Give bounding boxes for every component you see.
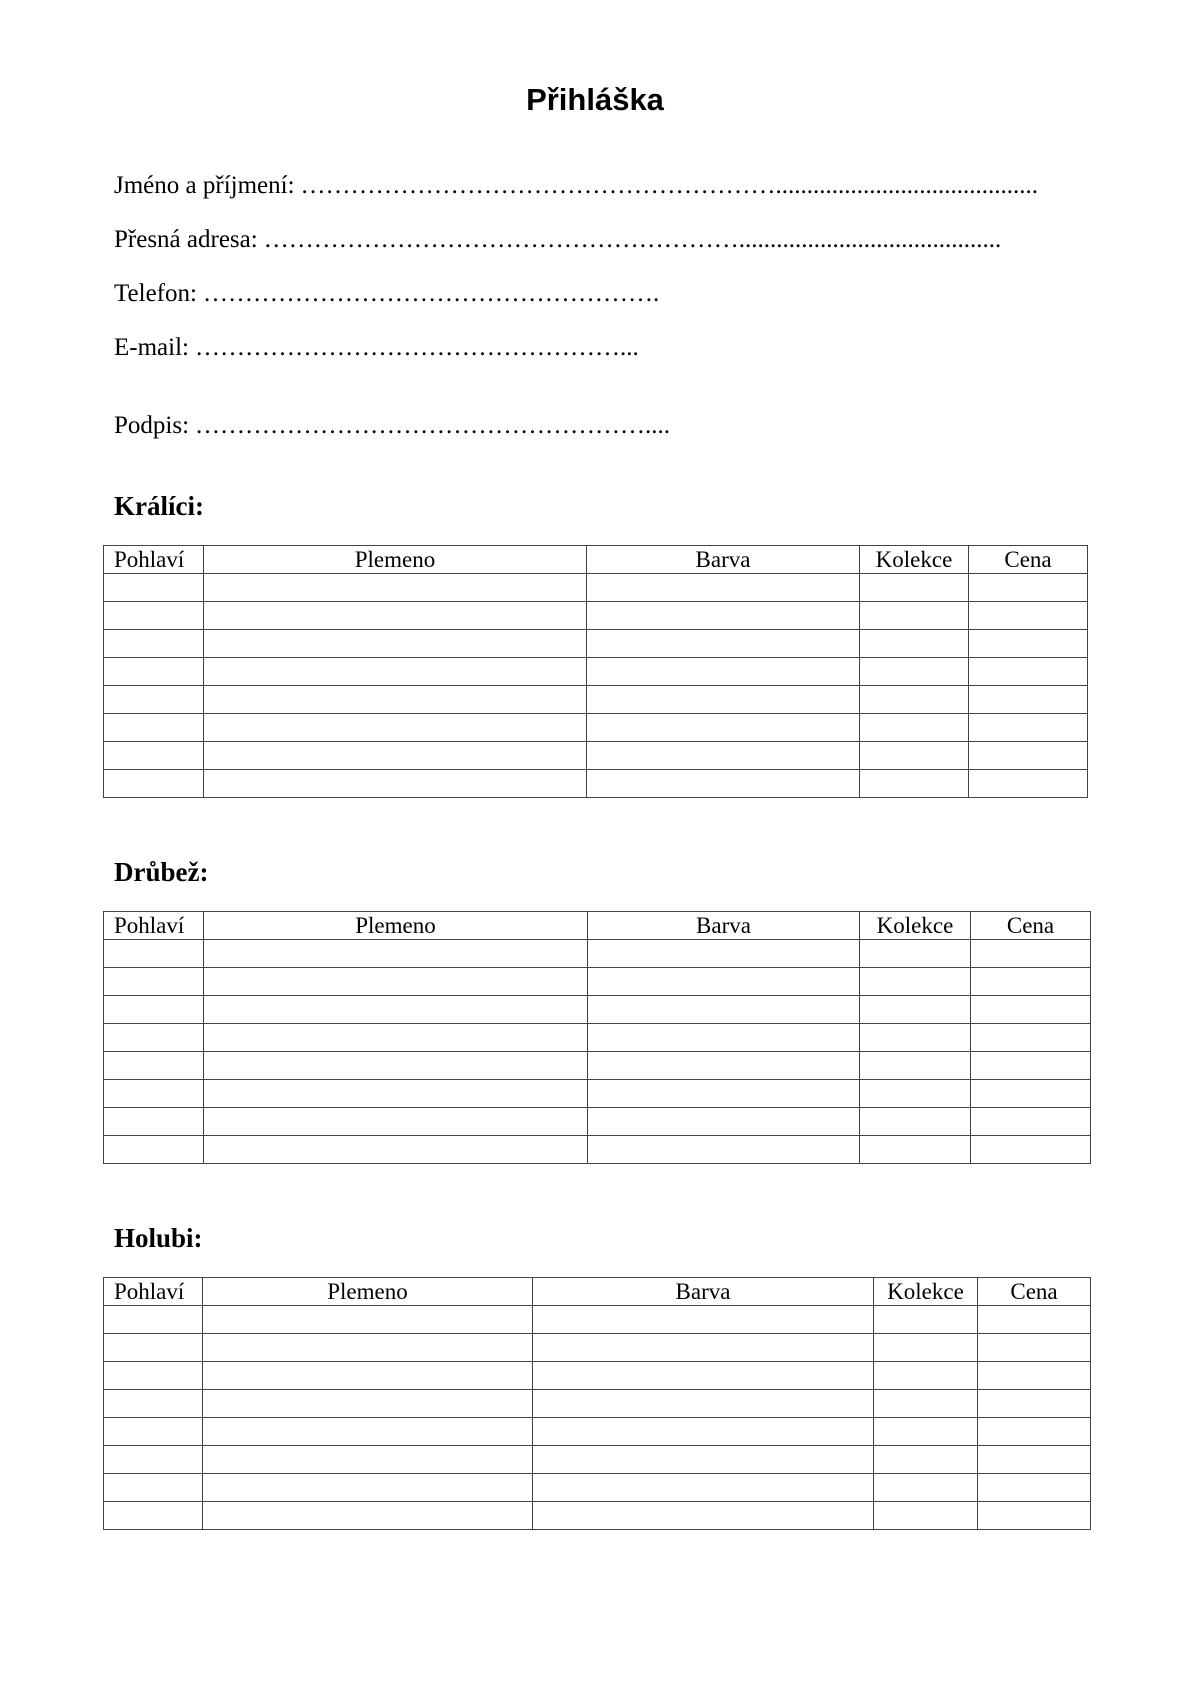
- column-header-price: Cena: [969, 546, 1088, 574]
- price-cell[interactable]: [978, 1306, 1091, 1334]
- table-row: [104, 1362, 1091, 1390]
- collection-cell[interactable]: [874, 1362, 978, 1390]
- breed-cell[interactable]: [204, 714, 587, 742]
- breed-cell[interactable]: [204, 574, 587, 602]
- breed-cell[interactable]: [203, 1446, 533, 1474]
- sex-cell[interactable]: [104, 1362, 203, 1390]
- collection-cell[interactable]: [860, 742, 969, 770]
- color-cell[interactable]: [587, 602, 860, 630]
- address-field-label: Přesná adresa:: [114, 226, 258, 253]
- column-header-breed: Plemeno: [204, 546, 587, 574]
- breed-cell[interactable]: [204, 1108, 588, 1136]
- phone-field-dotted-line[interactable]: ……………………………………………….: [202, 280, 660, 307]
- sex-cell[interactable]: [104, 968, 204, 996]
- name-field-dotted-line[interactable]: …………………………………………………..........................................: [300, 172, 1039, 199]
- sex-cell[interactable]: [104, 996, 204, 1024]
- breed-cell[interactable]: [204, 1080, 588, 1108]
- signature-field[interactable]: [114, 409, 670, 443]
- sex-cell[interactable]: [104, 1306, 203, 1334]
- collection-cell[interactable]: [874, 1474, 978, 1502]
- column-header-collection: Kolekce: [860, 546, 969, 574]
- table-row: [104, 1418, 1091, 1446]
- pigeons-table: [103, 1277, 1091, 1530]
- price-cell[interactable]: [978, 1418, 1091, 1446]
- address-field-dotted-line[interactable]: …………………………………………………..........................................: [263, 226, 1002, 253]
- address-field[interactable]: [114, 223, 1001, 257]
- breed-cell[interactable]: [204, 742, 587, 770]
- column-header-price: Cena: [978, 1278, 1091, 1306]
- price-cell[interactable]: [971, 1024, 1091, 1052]
- table-row: [104, 1502, 1091, 1530]
- collection-cell[interactable]: [874, 1306, 978, 1334]
- collection-cell[interactable]: [860, 968, 971, 996]
- price-cell[interactable]: [978, 1502, 1091, 1530]
- price-cell[interactable]: [971, 1136, 1091, 1164]
- price-cell[interactable]: [971, 968, 1091, 996]
- color-cell[interactable]: [587, 714, 860, 742]
- table-row: [104, 602, 1088, 630]
- sex-cell[interactable]: [104, 770, 204, 798]
- color-cell[interactable]: [533, 1446, 874, 1474]
- sex-cell[interactable]: [104, 1418, 203, 1446]
- table-row: [104, 574, 1088, 602]
- color-cell[interactable]: [587, 742, 860, 770]
- sex-cell[interactable]: [104, 1334, 203, 1362]
- column-header-breed: Plemeno: [204, 912, 588, 940]
- column-header-collection: Kolekce: [860, 912, 971, 940]
- table-row: [104, 770, 1088, 798]
- sex-cell[interactable]: [104, 658, 204, 686]
- price-cell[interactable]: [969, 742, 1088, 770]
- table-row: [104, 1108, 1091, 1136]
- email-field[interactable]: [114, 331, 639, 365]
- table-row: [104, 630, 1088, 658]
- price-cell[interactable]: [969, 574, 1088, 602]
- sex-cell[interactable]: [104, 742, 204, 770]
- price-cell[interactable]: [971, 1080, 1091, 1108]
- color-cell[interactable]: [588, 1024, 860, 1052]
- color-cell[interactable]: [588, 968, 860, 996]
- color-cell[interactable]: [587, 658, 860, 686]
- breed-cell[interactable]: [204, 770, 587, 798]
- collection-cell[interactable]: [860, 1024, 971, 1052]
- breed-cell[interactable]: [204, 602, 587, 630]
- sex-cell[interactable]: [104, 1136, 204, 1164]
- breed-cell[interactable]: [204, 968, 588, 996]
- poultry-heading: Drůbež:: [114, 857, 209, 887]
- table-header-row: [104, 546, 1088, 574]
- price-cell[interactable]: [969, 602, 1088, 630]
- color-cell[interactable]: [588, 1136, 860, 1164]
- form-title: Přihláška: [526, 82, 664, 117]
- price-cell[interactable]: [978, 1474, 1091, 1502]
- breed-cell[interactable]: [203, 1306, 533, 1334]
- table-row: [104, 1390, 1091, 1418]
- collection-cell[interactable]: [860, 1052, 971, 1080]
- breed-cell[interactable]: [203, 1418, 533, 1446]
- breed-cell[interactable]: [204, 996, 588, 1024]
- poultry-table: [103, 911, 1091, 1164]
- collection-cell[interactable]: [860, 714, 969, 742]
- sex-cell[interactable]: [104, 1080, 204, 1108]
- sex-cell[interactable]: [104, 1502, 203, 1530]
- signature-field-dotted-line[interactable]: ………………………………………………....: [195, 412, 671, 439]
- collection-cell[interactable]: [860, 1108, 971, 1136]
- breed-cell[interactable]: [203, 1390, 533, 1418]
- collection-cell[interactable]: [860, 1080, 971, 1108]
- table-row: [104, 968, 1091, 996]
- sex-cell[interactable]: [104, 1446, 203, 1474]
- breed-cell[interactable]: [204, 940, 588, 968]
- signature-field-label: Podpis:: [114, 412, 190, 439]
- collection-cell[interactable]: [874, 1502, 978, 1530]
- collection-cell[interactable]: [860, 574, 969, 602]
- breed-cell[interactable]: [204, 1052, 588, 1080]
- breed-cell[interactable]: [204, 686, 587, 714]
- table-row: [104, 1306, 1091, 1334]
- table-row: [104, 1334, 1091, 1362]
- price-cell[interactable]: [971, 1108, 1091, 1136]
- table-row: [104, 1080, 1091, 1108]
- collection-cell[interactable]: [860, 686, 969, 714]
- column-header-sex: Pohlaví: [104, 1278, 203, 1306]
- collection-cell[interactable]: [860, 770, 969, 798]
- sex-cell[interactable]: [104, 714, 204, 742]
- table-header-row: [104, 1278, 1091, 1306]
- breed-cell[interactable]: [204, 630, 587, 658]
- sex-cell[interactable]: [104, 630, 204, 658]
- table-row: [104, 1474, 1091, 1502]
- email-field-label: E-mail:: [114, 334, 189, 361]
- table-row: [104, 1052, 1091, 1080]
- collection-cell[interactable]: [860, 940, 971, 968]
- collection-cell[interactable]: [874, 1446, 978, 1474]
- price-cell[interactable]: [971, 940, 1091, 968]
- color-cell[interactable]: [587, 630, 860, 658]
- color-cell[interactable]: [588, 1052, 860, 1080]
- sex-cell[interactable]: [104, 602, 204, 630]
- pigeons-heading: Holubi:: [114, 1223, 203, 1253]
- breed-cell[interactable]: [204, 1024, 588, 1052]
- breed-cell[interactable]: [204, 658, 587, 686]
- price-cell[interactable]: [978, 1446, 1091, 1474]
- email-field-dotted-line[interactable]: ……………………………………………...: [194, 334, 639, 361]
- price-cell[interactable]: [969, 630, 1088, 658]
- color-cell[interactable]: [588, 1108, 860, 1136]
- color-cell[interactable]: [533, 1474, 874, 1502]
- breed-cell[interactable]: [203, 1362, 533, 1390]
- name-field[interactable]: [114, 169, 1038, 203]
- color-cell[interactable]: [533, 1334, 874, 1362]
- column-header-price: Cena: [971, 912, 1091, 940]
- collection-cell[interactable]: [874, 1418, 978, 1446]
- color-cell[interactable]: [587, 574, 860, 602]
- collection-cell[interactable]: [860, 996, 971, 1024]
- sex-cell[interactable]: [104, 686, 204, 714]
- table-row: [104, 742, 1088, 770]
- collection-cell[interactable]: [860, 658, 969, 686]
- table-row: [104, 996, 1091, 1024]
- sex-cell[interactable]: [104, 1024, 204, 1052]
- price-cell[interactable]: [969, 686, 1088, 714]
- color-cell[interactable]: [587, 686, 860, 714]
- color-cell[interactable]: [588, 1080, 860, 1108]
- breed-cell[interactable]: [203, 1334, 533, 1362]
- color-cell[interactable]: [533, 1306, 874, 1334]
- sex-cell[interactable]: [104, 1052, 204, 1080]
- price-cell[interactable]: [971, 1052, 1091, 1080]
- sex-cell[interactable]: [104, 1390, 203, 1418]
- color-cell[interactable]: [587, 770, 860, 798]
- rabbits-table: [103, 545, 1088, 798]
- price-cell[interactable]: [969, 658, 1088, 686]
- color-cell[interactable]: [533, 1390, 874, 1418]
- table-row: [104, 658, 1088, 686]
- sex-cell[interactable]: [104, 574, 204, 602]
- color-cell[interactable]: [588, 940, 860, 968]
- breed-cell[interactable]: [203, 1502, 533, 1530]
- table-row: [104, 714, 1088, 742]
- table-row: [104, 1136, 1091, 1164]
- column-header-sex: Pohlaví: [104, 912, 204, 940]
- color-cell[interactable]: [533, 1502, 874, 1530]
- breed-cell[interactable]: [204, 1136, 588, 1164]
- table-row: [104, 1024, 1091, 1052]
- collection-cell[interactable]: [860, 1136, 971, 1164]
- phone-field-label: Telefon:: [114, 280, 197, 307]
- table-row: [104, 940, 1091, 968]
- collection-cell[interactable]: [874, 1390, 978, 1418]
- column-header-breed: Plemeno: [203, 1278, 533, 1306]
- table-row: [104, 686, 1088, 714]
- table-row: [104, 1446, 1091, 1474]
- breed-cell[interactable]: [203, 1474, 533, 1502]
- price-cell[interactable]: [971, 996, 1091, 1024]
- color-cell[interactable]: [588, 996, 860, 1024]
- collection-cell[interactable]: [860, 602, 969, 630]
- sex-cell[interactable]: [104, 940, 204, 968]
- price-cell[interactable]: [978, 1390, 1091, 1418]
- column-header-color: Barva: [533, 1278, 874, 1306]
- name-field-label: Jméno a příjmení:: [114, 172, 295, 199]
- collection-cell[interactable]: [860, 630, 969, 658]
- collection-cell[interactable]: [874, 1334, 978, 1362]
- column-header-collection: Kolekce: [874, 1278, 978, 1306]
- sex-cell[interactable]: [104, 1108, 204, 1136]
- price-cell[interactable]: [969, 770, 1088, 798]
- column-header-sex: Pohlaví: [104, 546, 204, 574]
- color-cell[interactable]: [533, 1418, 874, 1446]
- sex-cell[interactable]: [104, 1474, 203, 1502]
- table-header-row: [104, 912, 1091, 940]
- column-header-color: Barva: [587, 546, 860, 574]
- rabbits-heading: Králíci:: [114, 491, 204, 521]
- price-cell[interactable]: [969, 714, 1088, 742]
- price-cell[interactable]: [978, 1362, 1091, 1390]
- phone-field[interactable]: [114, 277, 659, 311]
- column-header-color: Barva: [588, 912, 860, 940]
- price-cell[interactable]: [978, 1334, 1091, 1362]
- color-cell[interactable]: [533, 1362, 874, 1390]
